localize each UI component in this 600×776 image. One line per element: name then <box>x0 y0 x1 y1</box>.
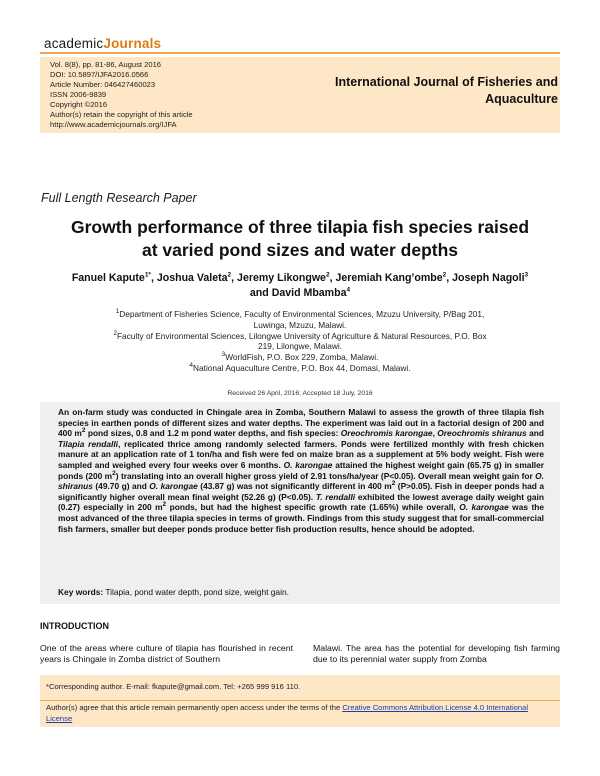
abstract-text: An on-farm study was conducted in Chingale area in Zomba, Southern Malawi to assess the growth of three tilapia fish species in earthen ponds of different sizes and water depths. The experiment was laid out in a factorial design of 200 and 400 $m^2$ pond sizes, 0.8 and 1.2 m pond water depths, and fish species: Oreochromis karongae, Oreochromis shiranus and Tilapia rendalli, replicated thrice among randomly selected farmers. Ponds were fertilized monthly with fresh chicken manure at an application rate of 1 ton/ha and fish were fed on maize bran as a supplement at 5% body weight. Fish were sampled and weighed every four weeks over 6 months. O. karongae attained the highest weight gain (65.75 g) in smaller ponds (200 $m^2$) translating into an overall higher gross yield of 2.91 tons/ha/year (P<0.05). Overall mean weight gain for O. shiranus (49.70 g) and O. karongae (43.87 g) was not significantly different in 400 $m^2$ (P>0.05). Fish in deeper ponds had a significantly higher overall mean final weight (52.26 g) (P<0.05). T. rendalli exhibited the lowest average daily weight gain (0.27) especially in 200 $m^2$ ponds, but had the highest specific growth rate (1.65%) while overall, O. karongae was the most advanced of the three tilapia species in terms of growth. Findings from this study suggest that for small-commercial fish farmers, smaller but deeper ponds produce better fish production results, hence should be adopted. <box>58 407 545 534</box>
author-name: Jeremy Likongwe <box>237 272 326 284</box>
header-rule <box>40 52 560 54</box>
paper-type: Full Length Research Paper <box>41 191 197 205</box>
copyright-line: Copyright ©2016 <box>50 100 108 109</box>
body-column-left: One of the areas where culture of tilapia has flourished in recent years is Chingale in Zomba district of Southern <box>40 643 293 665</box>
author-name: Joshua Valeta <box>156 272 228 284</box>
doi-line: DOI: 10.5897/IJFA2016.0566 <box>50 70 149 79</box>
author-name: David Mbamba <box>271 287 347 299</box>
article-metadata <box>50 60 193 130</box>
author-name: Joseph Nagoli <box>452 272 525 284</box>
paper-title: Growth performance of three tilapia fish species raised at varied pond sizes and water depths <box>70 217 530 260</box>
footnote-divider <box>40 700 560 701</box>
author-list: Fanuel Kapute$^{1*}$, Joshua Valeta$^2$, Jeremy Likongwe$^2$, Jeremiah Kang’ombe$^2$, Joseph Nagoli$^3$ and David Mbamba$^4$ <box>71 271 529 299</box>
author-name: Fanuel Kapute <box>71 272 145 284</box>
affiliation: $^1$Department of Fisheries Science, Faculty of Environmental Sciences, Mzuzu University, P/Bag 201, Luwinga, Mzuzu, Malawi. <box>115 308 485 330</box>
affiliation: $^2$Faculty of Environmental Sciences, Lilongwe University of Agriculture & Natural Resources, P.O. Box 219, Lilongwe, Malawi. <box>113 329 487 352</box>
license-link[interactable]: Creative Commons Attribution License 4.0 International License <box>46 703 529 723</box>
volume-line: Vol. 8(8), pp. 81-86, August 2016 <box>50 60 162 69</box>
received-dates: Received 26 April, 2016; Accepted 18 July, 2016 <box>227 390 373 397</box>
affiliation: $^4$National Aquaculture Centre, P.O. Box 44, Domasi, Malawi. <box>189 362 411 373</box>
journal-name: International Journal of Fisheries and Aquaculture <box>335 75 558 106</box>
affiliation: $^3$WorldFish, P.O. Box 229, Zomba, Malawi. <box>221 351 379 363</box>
author-name: Jeremiah Kang’ombe <box>335 272 443 284</box>
rights-line: Author(s) retain the copyright of this article <box>50 110 193 119</box>
license-note: Author(s) agree that this article remain permanently open access under the terms of the Creative Commons Attribution License 4.0 International License <box>46 703 529 723</box>
body-column-right: Malawi. The area has the potential for developing fish farming due to its perennial water supply from Zomba <box>313 643 560 665</box>
corresponding-author-note: *Corresponding author. E-mail: fkapute@gmail.com. Tel: +265 999 916 110. <box>46 682 301 691</box>
issn-line: ISSN 2006-9839 <box>50 90 107 99</box>
journal-url[interactable]: http://www.academicjournals.org/IJFA <box>50 120 177 129</box>
keywords: Key words: Tilapia, pond water depth, pond size, weight gain. <box>58 587 289 597</box>
article-number-line: Article Number: 046427460023 <box>50 80 156 89</box>
affiliations <box>40 309 560 374</box>
publisher-logo: academicJournals <box>44 36 162 51</box>
section-heading-introduction: INTRODUCTION <box>40 621 109 631</box>
